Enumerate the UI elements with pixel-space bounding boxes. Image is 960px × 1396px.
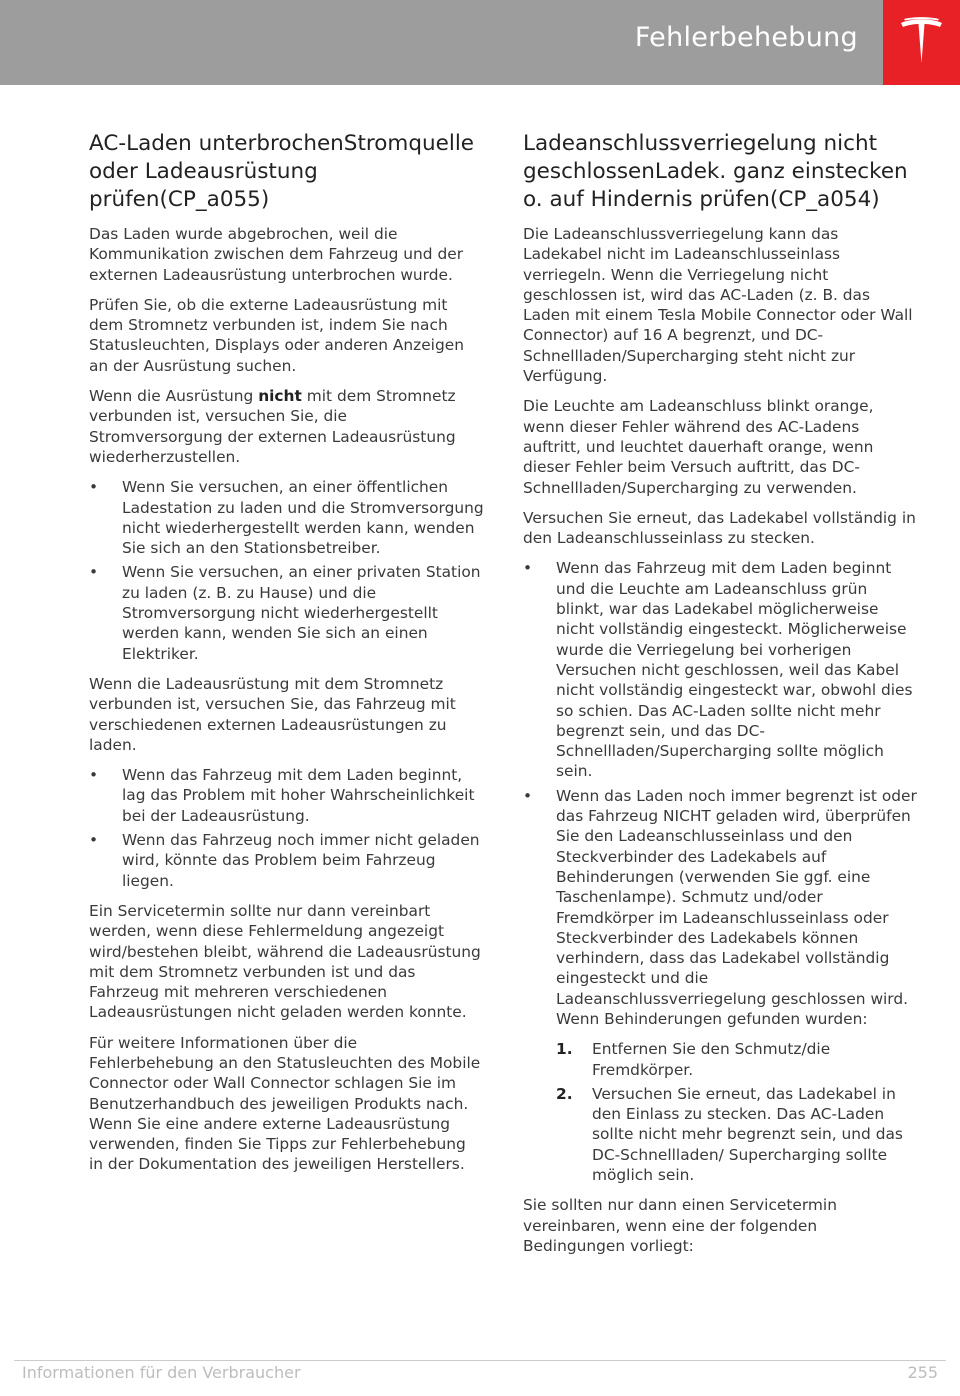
page-number: 255: [907, 1363, 938, 1382]
right-column: [523, 130, 918, 1266]
brand-logo-box: [883, 0, 960, 85]
bullet-list: [89, 765, 484, 891]
tesla-t-logo-icon: [899, 17, 944, 65]
step-number: 1.: [556, 1040, 573, 1059]
step-number: 2.: [556, 1084, 573, 1103]
numbered-steps: [556, 1039, 918, 1185]
bullet-list: [523, 558, 918, 1185]
list-item: • Wenn das Fahrzeug mit dem Laden beginnt, lag das Problem mit hoher Wahrscheinlichkeit bei der Ladeausrüstung.: [89, 765, 484, 826]
footer-divider: [14, 1360, 946, 1361]
page-header: [0, 0, 960, 85]
step-text: Versuchen Sie erneut, das Ladekabel in den Einlass zu stecken. Das AC-Laden sollte nicht mehr begrenzt sein, und das DC-Schnellladen/ Supercharging sollte möglich sein.: [592, 1084, 903, 1185]
heading-cp-a055: AC-Laden unterbrochenStromquelle oder Ladeausrüstung prüfen(CP_a055): [89, 131, 475, 212]
paragraph: Für weitere Informationen über die Fehlerbehebung an den Statusleuchten des Mobile Connector oder Wall Connector schlagen Sie im Benutzerhandbuch des jeweiligen Produkts nach. Wenn Sie eine andere externe Ladeausrüstung verwenden, finden Sie Tipps zur Fehlerbehebung in der Dokumentation des jeweiligen Herstellers.: [89, 1033, 481, 1174]
emphasis-nicht: nicht: [258, 387, 302, 406]
list-item-text: Wenn das Laden noch immer begrenzt ist oder das Fahrzeug NICHT geladen wird, überprüfen Sie den Ladeanschlusseinlass und den Steckverbinder des Ladekabels auf Behinderungen (verwenden Sie ggf. eine Taschenlampe). Schmutz und/oder Fremdkörper im Ladeanschlusseinlass oder Steckverbinder des Ladekabels können verhindern, dass das Ladekabel vollständig eingesteckt und die Ladeanschlussverriegelung geschlossen wird. Wenn Behinderungen gefunden wurden:: [556, 786, 917, 1028]
paragraph: Das Laden wurde abgebrochen, weil die Kommunikation zwischen dem Fahrzeug und der externen Ladeausrüstung unterbrochen wurde.: [89, 225, 464, 284]
paragraph: Versuchen Sie erneut, das Ladekabel vollständig in den Ladeanschlusseinlass zu stecken.: [523, 508, 916, 548]
list-item-text: Wenn das Fahrzeug mit dem Laden beginnt und die Leuchte am Ladeanschluss grün blinkt, war das Ladekabel möglicherweise nicht vollständig eingesteckt. Möglicherweise wurde die Verriegelung bei vorherigen Versuchen nicht geschlossen, weil das Kabel nicht vollständig eingesteckt war, obwohl dies so schien. Das AC-Laden sollte nicht mehr begrenzt sein, und das DC-Schnellladen/Supercharging sollte möglich sein.: [556, 559, 913, 781]
text-run: mit dem Stromnetz verbunden ist, versuchen Sie, die Stromversorgung der externen Ladeausrüstung wiederherzustellen.: [89, 387, 456, 466]
paragraph: Prüfen Sie, ob die externe Ladeausrüstung mit dem Stromnetz verbunden ist, indem Sie nach Statusleuchten, Displays oder anderen Anzeigen an der Ausrüstung suchen.: [89, 295, 464, 375]
paragraph: Die Ladeanschlussverriegelung kann das Ladekabel nicht im Ladeanschlusseinlass verriegeln. Wenn die Verriegelung nicht geschlossen ist, wird das AC-Laden (z. B. das Laden mit einem Tesla Mobile Connector oder Wall Connector) auf 16 A begrenzt, und DC-Schnellladen/Supercharging steht nicht zur Verfügung.: [523, 225, 913, 386]
list-item: • Wenn Sie versuchen, an einer privaten Station zu laden (z. B. zu Hause) und die Stromversorgung nicht wiederhergestellt werden kann, wenden Sie sich an einen Elektriker.: [89, 562, 484, 663]
list-item: • Wenn das Fahrzeug noch immer nicht geladen wird, könnte das Problem beim Fahrzeug liegen.: [89, 830, 484, 891]
paragraph: Wenn die Ladeausrüstung mit dem Stromnetz verbunden ist, versuchen Sie, das Fahrzeug mit verschiedenen externen Ladeausrüstungen zu laden.: [89, 674, 456, 754]
step-item: [556, 1039, 918, 1080]
text-run: Wenn die Ausrüstung: [89, 387, 259, 406]
left-column: [89, 130, 484, 1185]
bullet-list: [89, 477, 484, 664]
paragraph: Ein Servicetermin sollte nur dann vereinbart werden, wenn diese Fehlermeldung angezeigt wird/bestehen bleibt, während die Ladeausrüstung mit dem Stromnetz verbunden ist und das Fahrzeug mit mehreren verschiedenen Ladeausrüstungen nicht geladen werden konnte.: [89, 901, 481, 1022]
paragraph: Die Leuchte am Ladeanschluss blinkt orange, wenn dieser Fehler während des AC-Ladens auftritt, und leuchtet dauerhaft orange, wenn dieser Fehler beim Versuch auftritt, das DC-Schnellladen/Supercharging zu verwenden.: [523, 397, 874, 497]
list-item: • Wenn Sie versuchen, an einer öffentlichen Ladestation zu laden und die Stromversorgung nicht wiederhergestellt werden kann, wenden Sie sich an den Stationsbetreiber.: [89, 477, 484, 558]
list-item: [523, 786, 918, 1186]
section-title: Fehlerbehebung: [634, 22, 858, 53]
list-item: [523, 558, 918, 781]
paragraph: [89, 386, 484, 467]
step-text: Entfernen Sie den Schmutz/die Fremdkörper.: [592, 1040, 831, 1079]
step-item: [556, 1084, 918, 1185]
footer-label: Informationen für den Verbraucher: [22, 1363, 301, 1382]
heading-cp-a054: Ladeanschlussverriegelung nicht geschlossenLadek. ganz einstecken o. auf Hindernis prüfen(CP_a054): [523, 131, 908, 212]
paragraph: Sie sollten nur dann einen Servicetermin vereinbaren, wenn eine der folgenden Bedingungen vorliegt:: [523, 1196, 837, 1255]
